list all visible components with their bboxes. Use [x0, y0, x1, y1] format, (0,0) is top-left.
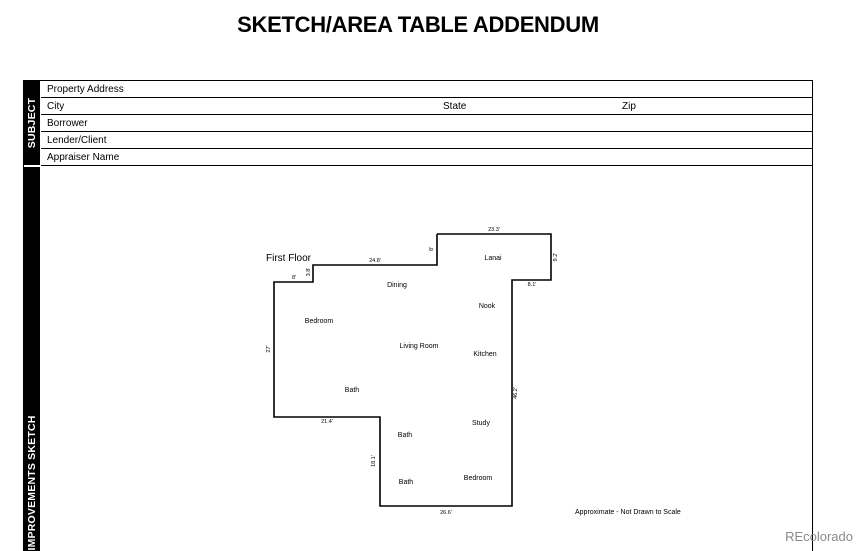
floor-plan-outline [274, 234, 551, 506]
zip-label: Zip [622, 101, 636, 112]
room-label-bedroom-2: Bedroom [463, 475, 493, 482]
improvements-section-label: IMPROVEMENTS SKETCH [26, 415, 38, 551]
floor-label: First Floor [266, 253, 311, 264]
room-label-bath-3: Bath [398, 479, 414, 486]
subject-section-label: SUBJECT [26, 97, 38, 149]
dimension-23-3: 23.3' [488, 227, 500, 233]
appraiser-name-label: Appraiser Name [47, 152, 120, 163]
borrower-label: Borrower [47, 118, 88, 129]
room-label-lanai: Lanai [484, 255, 502, 262]
room-label-dining: Dining [387, 282, 407, 289]
watermark: REcolorado [785, 529, 853, 544]
scale-note: Approximate - Not Drawn to Scale [575, 509, 681, 516]
state-label: State [443, 101, 467, 112]
room-label-kitchen: Kitchen [473, 351, 497, 358]
dimension-24-8: 24.8' [369, 258, 381, 264]
page-title: SKETCH/AREA TABLE ADDENDUM [237, 12, 599, 37]
property-address-label: Property Address [47, 84, 124, 95]
dimension-8-1: 8.1' [527, 282, 537, 288]
room-label-bath-1: Bath [344, 387, 360, 394]
dimension-27: 27' [266, 345, 272, 353]
room-label-living-room: Living Room [399, 343, 439, 350]
city-label: City [47, 101, 65, 112]
room-label-bedroom-1: Bedroom [304, 318, 334, 325]
dimension-3-8: 3.8' [306, 267, 312, 277]
room-label-nook: Nook [478, 303, 496, 310]
room-label-bath-2: Bath [397, 432, 413, 439]
dimension-26-6: 26.6' [440, 510, 452, 516]
dimension-46-2: 46.2' [513, 387, 519, 399]
dimension-21-4: 21.4' [321, 419, 333, 425]
dimension-18-1: 18.1' [371, 455, 377, 467]
dimension-9-2: 9.2' [553, 252, 559, 262]
dimension-8b: 8' [291, 275, 297, 281]
dimension-8a: 8' [429, 246, 435, 252]
lender-client-label: Lender/Client [47, 135, 107, 146]
room-label-study: Study [472, 420, 490, 427]
